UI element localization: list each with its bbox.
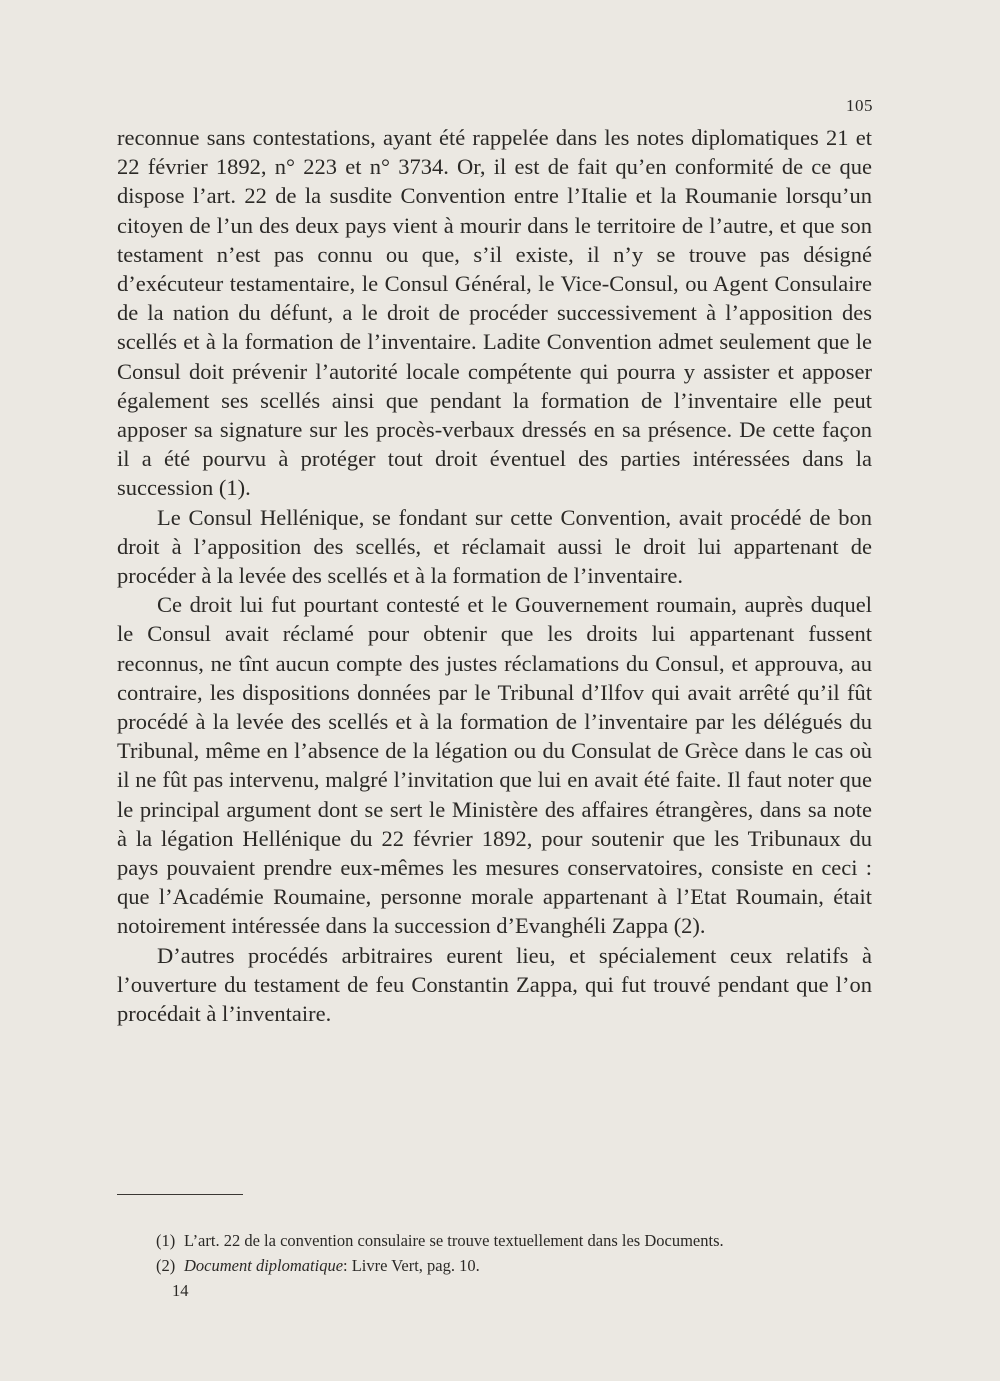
- paragraph: reconnue sans contestations, ayant été rappelée dans les notes diplomatiques 21 et 22 février 1892, n° 223 et n° 3734. Or, il est de fait qu’en conformité de ce que dispose l’art. 22 de la susdite Convention entre l’Italie et la Roumanie lorsqu’un citoyen de l’un des deux pays vient à mourir dans le territoire de l’autre, et que son testament n’est pas connu ou que, s’il existe, il n’y se trouve pas désigné d’exécuteur testamentaire, le Consul Général, le Vice-Consul, ou Agent Consulaire de la nation du défunt, a le droit de procéder successivement à l’apposition des scellés et à la formation de l’inventaire. Ladite Convention admet seulement que le Consul doit prévenir l’autorité locale compétente qui pourra y assister et apposer également ses scellés ainsi que pendant la formation de l’inventaire elle peut apposer sa signature sur les procès-verbaux dressés en sa présence. De cette façon il a été pourvu à protéger tout droit éventuel des parties intéressées dans la succession (1).: [117, 125, 872, 501]
- signature-mark: 14: [172, 1281, 189, 1300]
- footnotes: [156, 1228, 876, 1278]
- paragraph: D’autres procédés arbitraires eurent lieu, et spécialement ceux relatifs à l’ouverture du testament de feu Constantin Zappa, qui fut trouvé pendant que l’on procédait à l’inventaire.: [117, 942, 872, 1027]
- paragraph: Le Consul Hellénique, se fondant sur cette Convention, avait procédé de bon droit à l’apposition des scellés, et réclamait aussi le droit lui appartenant de procéder à la levée des scellés et à la formation de l’inventaire.: [117, 504, 872, 589]
- footnote: [156, 1228, 876, 1253]
- page-number: 105: [846, 96, 873, 115]
- footnote-text: L’art. 22 de la convention consulaire se trouve textuellement dans les Documents.: [184, 1231, 724, 1250]
- footnote-separator: [117, 1194, 243, 1195]
- footnote-ref: (1): [156, 1231, 176, 1250]
- footnote-text: : Livre Vert, pag. 10.: [343, 1256, 480, 1275]
- footnote: [156, 1253, 876, 1278]
- footnote-ref: (2): [156, 1256, 176, 1275]
- paragraph: Ce droit lui fut pourtant contesté et le Gouvernement roumain, auprès duquel le Consul avait réclamé pour obtenir que les droits lui appartenant fussent reconnus, ne tînt aucun compte des justes réclamations du Consul, et approuva, au contraire, les dispositions données par le Tribunal d’Ilfov qui avait arrêté qu’il fût procédé à la levée des scellés et à la formation de l’inventaire par les délégués du Tribunal, même en l’absence de la légation ou du Consulat de Grèce dans le cas où il ne fût pas intervenu, malgré l’invitation que lui en avait été faite. Il faut noter que le principal argument dont se sert le Ministère des affaires étrangères, dans sa note à la légation Hellénique du 22 février 1892, pour soutenir que les Tribunaux du pays pouvaient prendre eux-mêmes les mesures conservatoires, consiste en ceci : que l’Académie Roumaine, personne morale appartenant à l’Etat Roumain, était notoirement intéressée dans la succession d’Evanghéli Zappa (2).: [117, 592, 872, 939]
- body-text: [117, 123, 872, 1028]
- footnote-italic-text: Document diplomatique: [184, 1256, 344, 1275]
